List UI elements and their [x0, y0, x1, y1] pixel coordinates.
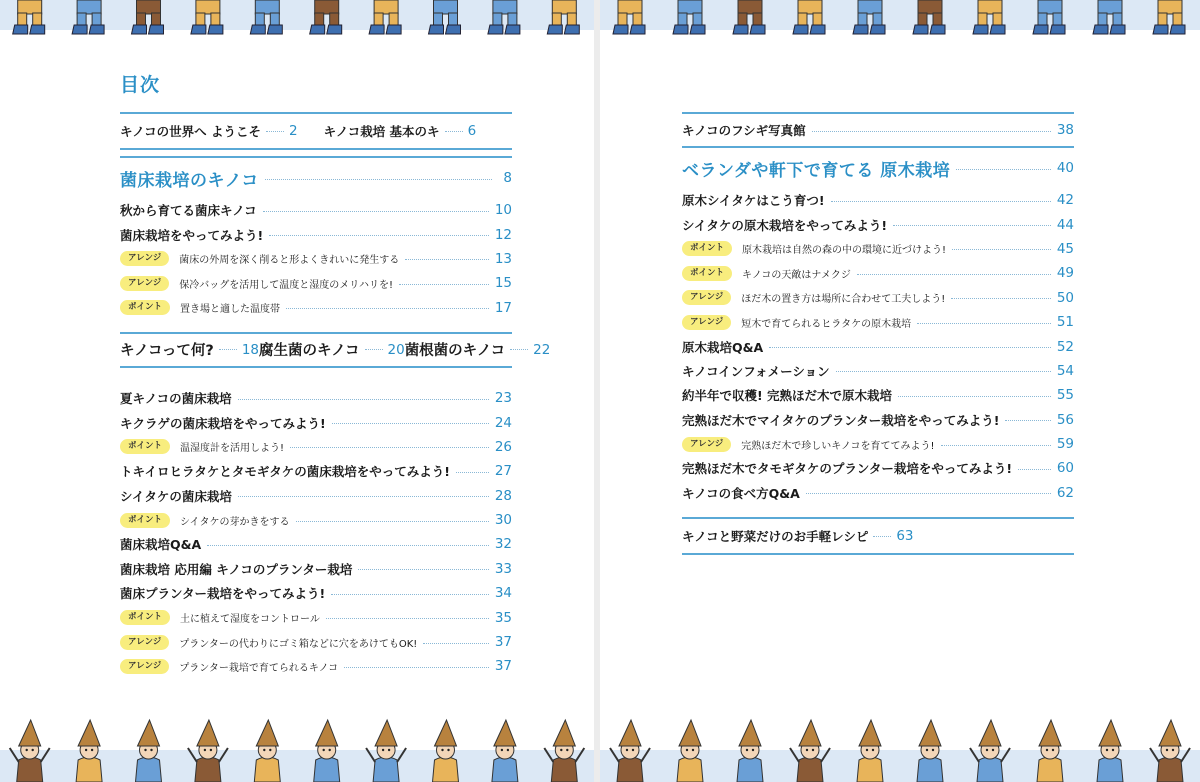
- toc-entry[interactable]: [682, 456, 1074, 480]
- dwarf-legs: [547, 0, 579, 34]
- toc-entry-label: シイタケの菌床栽培: [120, 488, 232, 504]
- leader-dots: [399, 284, 489, 285]
- dwarf-figure: [677, 720, 703, 782]
- toc-entry-label: 保冷バッグを活用して温度と湿度のメリハリを!: [179, 279, 393, 291]
- leader-dots: [806, 493, 1051, 494]
- dwarf-figure: [366, 720, 406, 782]
- dwarf-figure: [433, 720, 459, 782]
- leader-dots: [326, 618, 489, 619]
- toc-entry-label: シイタケの芽かきをする: [180, 516, 290, 528]
- dwarf-figure: [492, 720, 518, 782]
- toc-entry[interactable]: [120, 605, 512, 629]
- dwarf-figure: [1150, 720, 1190, 782]
- toc-entry[interactable]: [682, 237, 1074, 261]
- toc-page-number: 12: [494, 226, 512, 243]
- toc-entry-label: キノコって何?: [120, 343, 214, 360]
- toc-entry-label: 腐生菌のキノコ: [259, 343, 360, 360]
- toc-page-number: 13: [494, 250, 512, 267]
- dwarf-figure: [10, 720, 50, 782]
- toc-entry-label: 短木で育てられるヒラタケの原木栽培: [741, 318, 912, 330]
- dwarf-legs: [613, 0, 645, 34]
- leader-dots: [1005, 420, 1050, 421]
- leader-dots: [445, 131, 463, 132]
- toc-entry-label: キクラゲの菌床栽培をやってみよう!: [120, 415, 326, 431]
- dwarf-legs: [488, 0, 520, 34]
- toc-page-number: 8: [503, 170, 512, 186]
- toc-entry-label: キノコの食べ方Q&A: [682, 485, 800, 501]
- toc-entry[interactable]: [682, 188, 1074, 212]
- leader-dots: [423, 643, 489, 644]
- toc-page-number: 45: [1056, 240, 1074, 257]
- toc-page-number: 38: [1056, 122, 1074, 138]
- toc-entry-label: 原木シイタケはこう育つ!: [682, 193, 825, 209]
- toc-page-number: 55: [1056, 387, 1074, 404]
- dwarf-legs: [853, 0, 885, 34]
- dwarf-figure: [314, 720, 340, 782]
- leader-dots: [769, 347, 1051, 348]
- dwarf-legs: [369, 0, 401, 34]
- toc-entry[interactable]: [405, 339, 551, 360]
- toc-page-number: 20: [387, 341, 405, 358]
- dwarf-legs: [310, 0, 342, 34]
- toc-entry[interactable]: [120, 222, 512, 246]
- dwarf-figure: [737, 720, 763, 782]
- toc-entry[interactable]: [682, 286, 1074, 310]
- toc-entry[interactable]: [120, 247, 512, 271]
- toc-entry-badge: ポイント: [120, 610, 170, 625]
- toc-page-number: 18: [241, 341, 260, 358]
- bottom-dwarves-illustration: [0, 718, 594, 782]
- toc-entry[interactable]: [120, 410, 512, 434]
- toc-entry[interactable]: [682, 261, 1074, 285]
- dwarf-figure: [610, 720, 650, 782]
- toc-page-number: 27: [494, 463, 512, 480]
- toc-page-number: 60: [1056, 460, 1074, 477]
- leader-dots: [1018, 469, 1051, 470]
- toc-entry[interactable]: [120, 386, 512, 410]
- dwarf-legs: [793, 0, 825, 34]
- leader-dots: [358, 569, 488, 570]
- toc-entry-label: 菌床プランター栽培をやってみよう!: [120, 586, 326, 602]
- toc-page-number: 2: [288, 123, 298, 139]
- toc-entry-label: 温湿度計を活用しよう!: [180, 443, 285, 455]
- toc-entry[interactable]: [682, 148, 1074, 188]
- leader-dots: [941, 445, 1051, 446]
- toc-page-number: 26: [494, 438, 512, 455]
- leader-dots: [917, 323, 1051, 324]
- toc-entry-label: 菌床栽培のキノコ: [120, 170, 259, 191]
- toc-entry-label: 菌根菌のキノコ: [404, 343, 506, 360]
- toc-right-column: [682, 112, 1074, 573]
- toc-entry[interactable]: [682, 432, 1074, 456]
- leader-dots: [219, 349, 237, 350]
- dwarf-figure: [76, 720, 102, 782]
- toc-entry[interactable]: [682, 408, 1074, 432]
- toc-title: 目次: [120, 74, 161, 96]
- toc-page-number: 56: [1056, 411, 1074, 428]
- toc-page-number: 42: [1056, 192, 1074, 209]
- dwarf-legs: [1033, 0, 1065, 34]
- dwarf-legs: [673, 0, 705, 34]
- dwarf-legs: [250, 0, 282, 34]
- toc-entry-badge: ポイント: [682, 266, 732, 281]
- bottom-dwarves-illustration: [600, 718, 1200, 782]
- left-page: [0, 0, 594, 782]
- dwarf-legs: [973, 0, 1005, 34]
- toc-entry[interactable]: [120, 459, 512, 483]
- dwarf-legs: [733, 0, 765, 34]
- leader-dots: [290, 447, 489, 448]
- toc-entry-badge: アレンジ: [682, 290, 731, 305]
- toc-entry[interactable]: [120, 508, 512, 532]
- toc-page-number: 10: [494, 202, 512, 219]
- toc-page-number: 63: [896, 528, 914, 545]
- dwarf-figure: [857, 720, 883, 782]
- dwarf-figure: [970, 720, 1010, 782]
- toc-page-number: 54: [1056, 362, 1074, 379]
- toc-page-number: 15: [494, 275, 512, 292]
- toc-entry[interactable]: [682, 481, 1074, 505]
- leader-dots: [266, 131, 284, 132]
- toc-entry-label: 菌床栽培Q&A: [120, 537, 202, 553]
- dwarf-legs: [1093, 0, 1125, 34]
- toc-entry-badge: ポイント: [120, 300, 170, 315]
- leader-dots: [331, 594, 489, 595]
- leader-dots: [405, 259, 489, 260]
- toc-entry[interactable]: [324, 122, 477, 140]
- toc-entry-label: 置き場と適した温度帯: [180, 304, 281, 316]
- toc-entry-label: 約半年で収穫! 完熟ほだ木で原木栽培: [682, 388, 893, 404]
- toc-entry-label: 完熟ほだ木でマイタケのプランター栽培をやってみよう!: [682, 412, 1000, 428]
- toc-entry[interactable]: [682, 527, 914, 545]
- toc-inline-row: [682, 519, 1074, 553]
- dwarf-figure: [917, 720, 943, 782]
- toc-entry-label: プランター栽培で育てられるキノコ: [179, 662, 339, 674]
- dwarf-figure: [544, 720, 584, 782]
- toc-entry-label: 土に植えて湿度をコントロール: [180, 614, 320, 626]
- toc-page-number: 52: [1056, 338, 1074, 355]
- toc-page-number: 17: [494, 299, 512, 316]
- toc-page-number: 37: [494, 634, 512, 651]
- toc-entry-label: プランターの代わりにゴミ箱などに穴をあけてもOK!: [179, 638, 418, 650]
- section-spacer: [682, 505, 1074, 517]
- section-spacer: [120, 368, 512, 386]
- dwarf-figure: [188, 720, 228, 782]
- toc-entry[interactable]: [120, 271, 512, 295]
- toc-entry-badge: ポイント: [120, 439, 170, 454]
- dwarf-figure: [1097, 720, 1123, 782]
- toc-entry-label: キノコインフォメーション: [682, 363, 830, 379]
- toc-page-number: 23: [494, 390, 512, 407]
- dwarf-figure: [1037, 720, 1063, 782]
- toc-entry-badge: アレンジ: [120, 251, 169, 266]
- leader-dots: [238, 496, 489, 497]
- leader-dots: [286, 308, 489, 309]
- leader-dots: [456, 472, 489, 473]
- toc-entry[interactable]: [682, 310, 1074, 334]
- toc-page-number: 51: [1056, 314, 1074, 331]
- toc-entry[interactable]: [682, 359, 1074, 383]
- toc-page-number: 22: [533, 341, 551, 358]
- leader-dots: [510, 349, 528, 350]
- toc-entry-badge: アレンジ: [120, 635, 169, 650]
- toc-entry-label: 夏キノコの菌床栽培: [120, 391, 232, 407]
- toc-entry[interactable]: [682, 383, 1074, 407]
- toc-entry-label: キノコのフシギ写真館: [682, 123, 806, 138]
- toc-entry[interactable]: [682, 114, 1074, 146]
- toc-page-number: 24: [494, 414, 512, 431]
- toc-page-number: 62: [1056, 484, 1074, 501]
- toc-entry-label: キノコの世界へ ようこそ: [120, 124, 261, 139]
- toc-entry-label: 原木栽培は自然の森の中の環境に近づけよう!: [742, 245, 947, 257]
- right-page: [600, 0, 1200, 782]
- dwarf-legs: [132, 0, 164, 34]
- toc-page-number: 33: [494, 560, 512, 577]
- toc-page-number: 37: [494, 658, 512, 675]
- toc-page-number: 59: [1056, 436, 1074, 453]
- toc-entry-label: 菌床栽培をやってみよう!: [120, 227, 264, 243]
- toc-inline-row: [120, 114, 512, 148]
- dwarf-legs: [191, 0, 223, 34]
- dwarf-legs: [429, 0, 461, 34]
- leader-dots: [836, 371, 1051, 372]
- toc-entry[interactable]: [120, 654, 512, 678]
- toc-entry[interactable]: [120, 581, 512, 605]
- toc-entry[interactable]: [120, 630, 512, 654]
- toc-entry[interactable]: [259, 339, 405, 360]
- dwarf-figure: [254, 720, 280, 782]
- toc-page-number: 44: [1056, 216, 1074, 233]
- toc-entry-label: 原木栽培Q&A: [682, 339, 764, 355]
- leader-dots: [263, 211, 489, 212]
- toc-page-number: 6: [467, 123, 477, 139]
- leader-dots: [952, 249, 1051, 250]
- toc-entry[interactable]: [120, 557, 512, 581]
- toc-entry-label: 完熟ほだ木でタモギタケのプランター栽培をやってみよう!: [682, 461, 1013, 477]
- toc-entry[interactable]: [120, 532, 512, 556]
- toc-inline-row: [120, 334, 551, 366]
- toc-entry[interactable]: [120, 484, 512, 508]
- toc-entry-label: ベランダや軒下で育てる 原木栽培: [682, 160, 951, 181]
- toc-entry-label: トキイロヒラタケとタモギタケの菌床栽培をやってみよう!: [120, 464, 450, 480]
- leader-dots: [344, 667, 489, 668]
- toc-entry-label: 菌床栽培 応用編 キノコのプランター栽培: [120, 561, 353, 577]
- toc-entry[interactable]: [120, 158, 512, 198]
- toc-entry[interactable]: [682, 334, 1074, 358]
- dwarf-figure: [136, 720, 162, 782]
- toc-entry-badge: アレンジ: [120, 276, 169, 291]
- leader-dots: [265, 179, 492, 180]
- leader-dots: [956, 169, 1051, 170]
- section-spacer: [120, 320, 512, 332]
- leader-dots: [951, 298, 1051, 299]
- section-spacer: [682, 555, 1074, 573]
- leader-dots: [898, 396, 1051, 397]
- toc-entry-label: 完熟ほだ木で珍しいキノコを育ててみよう!: [741, 440, 935, 452]
- leader-dots: [831, 201, 1051, 202]
- toc-left-column: [120, 70, 551, 691]
- toc-entry-label: キノコと野菜だけのお手軽レシピ: [682, 529, 869, 545]
- section-spacer: [120, 679, 512, 691]
- toc-entry-label: キノコの天敵はナメクジ: [742, 269, 851, 281]
- toc-page-number: 50: [1056, 289, 1074, 306]
- toc-page-number: 49: [1056, 265, 1074, 282]
- leader-dots: [893, 225, 1051, 226]
- leader-dots: [207, 545, 489, 546]
- toc-entry-label: 菌床の外周を深く削ると形よくきれいに発生する: [179, 255, 400, 267]
- leader-dots: [873, 536, 891, 537]
- dwarf-legs: [72, 0, 104, 34]
- top-dwarf-legs-illustration: [0, 0, 594, 40]
- toc-entry-badge: アレンジ: [120, 659, 169, 674]
- leader-dots: [365, 349, 383, 350]
- top-dwarf-legs-illustration: [600, 0, 1200, 40]
- toc-entry[interactable]: [682, 212, 1074, 236]
- toc-entry-label: シイタケの原木栽培をやってみよう!: [682, 217, 888, 233]
- toc-page-number: 34: [494, 585, 512, 602]
- dwarf-legs: [1153, 0, 1185, 34]
- toc-page-number: 28: [494, 487, 512, 504]
- toc-entry[interactable]: [120, 198, 512, 222]
- toc-page-number: 40: [1056, 160, 1074, 176]
- toc-page-number: 32: [494, 536, 512, 553]
- toc-page-number: 35: [494, 609, 512, 626]
- toc-entry-label: 秋から育てる菌床キノコ: [120, 203, 257, 219]
- leader-dots: [296, 521, 489, 522]
- toc-entry[interactable]: [120, 339, 259, 360]
- dwarf-figure: [790, 720, 830, 782]
- dwarf-legs: [13, 0, 45, 34]
- toc-entry[interactable]: [120, 435, 512, 459]
- leader-dots: [332, 423, 489, 424]
- leader-dots: [812, 131, 1051, 132]
- toc-entry-label: ほだ木の置き方は場所に合わせて工夫しよう!: [741, 294, 946, 306]
- dwarf-legs: [913, 0, 945, 34]
- leader-dots: [269, 235, 489, 236]
- leader-dots: [238, 399, 489, 400]
- toc-entry-badge: アレンジ: [682, 315, 731, 330]
- toc-page-number: 30: [494, 512, 512, 529]
- toc-entry-label: キノコ栽培 基本のキ: [323, 124, 440, 139]
- toc-entry-badge: ポイント: [120, 513, 170, 528]
- leader-dots: [857, 274, 1051, 275]
- toc-entry[interactable]: [120, 122, 298, 140]
- toc-entry-badge: アレンジ: [682, 437, 731, 452]
- toc-entry[interactable]: [120, 296, 512, 320]
- toc-entry-badge: ポイント: [682, 241, 732, 256]
